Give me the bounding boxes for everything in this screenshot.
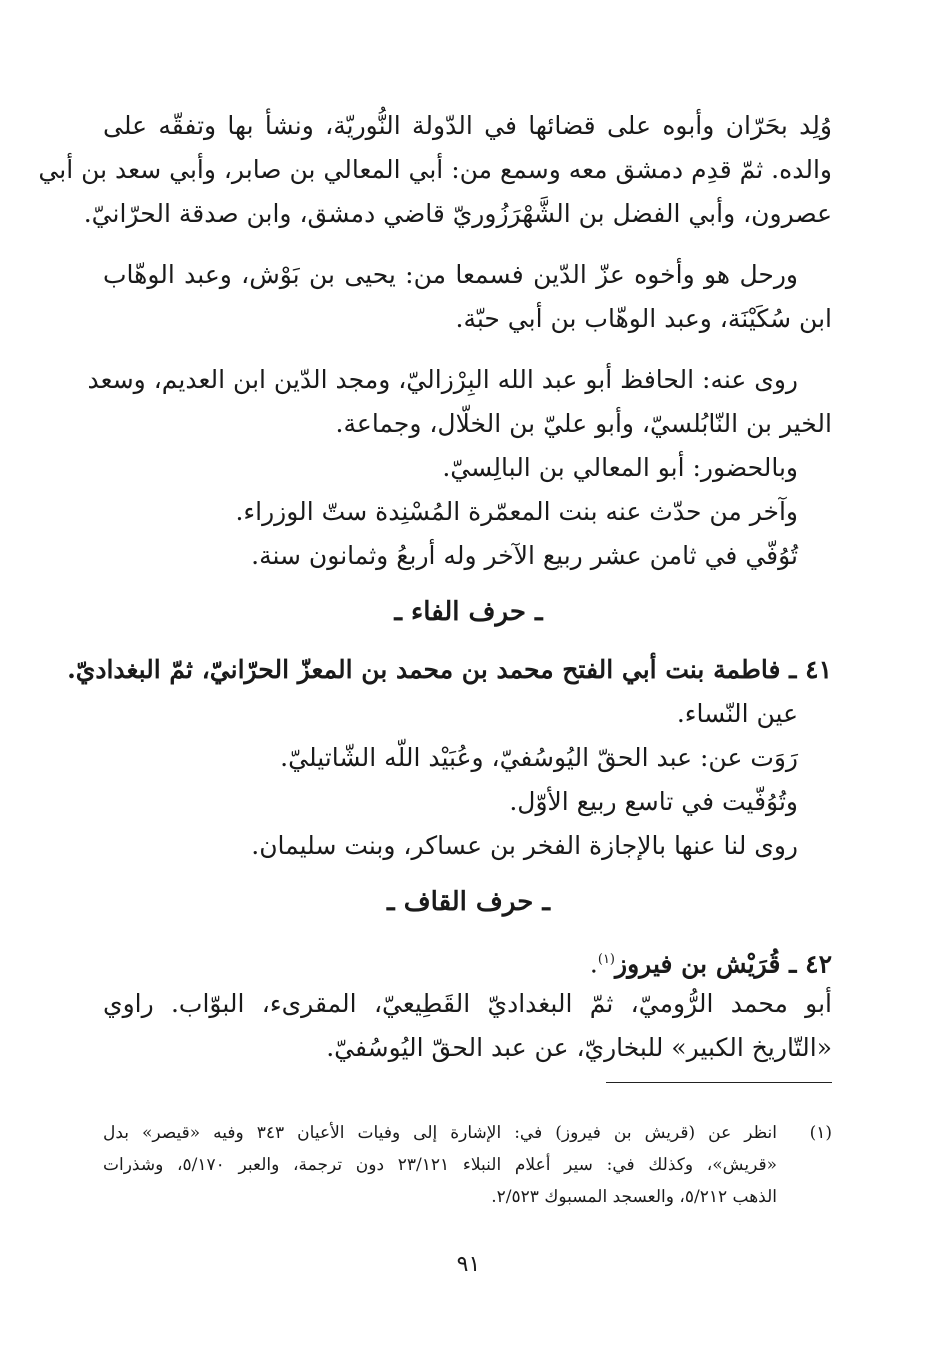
page-number: ٩١ xyxy=(456,1252,481,1277)
paragraph-3-line-3: وبالحضور: أبو المعالي بن البالِسيّ. xyxy=(442,453,798,482)
footnote-line-1-row xyxy=(103,1118,832,1148)
footnote-line-2: «قريش»، وكذلك في: سير أعلام النبلاء ٢٣/١٢١ دون ترجمة، والعبر ٥/١٧٠، وشذرات xyxy=(103,1155,777,1175)
footnote-separator xyxy=(606,1082,832,1083)
paragraph-3-line-4: وآخر من حدّث عنه بنت المعمّرة المُسْنِدة ستّ الوزراء. xyxy=(235,497,798,526)
entry-41-title: ٤١ ـ فاطمة بنت أبي الفتح محمد بن محمد بن المعزّ الحرّانيّ، ثمّ البغداديّ. xyxy=(67,655,832,684)
entry-41-line-3: وتُوُفّيت في تاسع ربيع الأوّل. xyxy=(509,787,798,816)
entry-41-line-4: روى لنا عنها بالإجازة الفخر بن عساكر، وبنت سليمان. xyxy=(251,831,798,860)
entry-42-line-1: أبو محمد الرُّوميّ، ثمّ البغداديّ القَطِيعيّ، المقرىء، البوّاب. راوي xyxy=(103,989,832,1018)
footnote-number: (١) xyxy=(809,1123,832,1143)
entry-42-title-end: . xyxy=(589,949,598,979)
entry-41-line-1: عين النّساء. xyxy=(676,699,798,728)
paragraph-1-line-2: والده. ثمّ قدِم دمشق معه وسمع من: أبي المعالي بن صابر، وأبي سعد بن أبي xyxy=(38,155,832,184)
paragraph-1-line-3: عصرون، وأبي الفضل بن الشَّهْرَزُوريّ قاضي دمشق، وابن صدقة الحرّانيّ. xyxy=(83,199,832,228)
entry-42-line-2: «التّاريخ الكبير» للبخاريّ، عن عبد الحقّ اليُوسُفيّ. xyxy=(326,1033,832,1062)
footnote-line-2-row xyxy=(103,1150,832,1180)
footnote-marker[interactable]: (١) xyxy=(597,952,615,967)
paragraph-3-line-5: تُوُفّي في ثامن عشر ربيع الآخر وله أربعُ وثمانون سنة. xyxy=(251,541,798,570)
section-heading-qaf: ـ حرف القاف ـ xyxy=(387,887,550,917)
footnote-line-3: الذهب ٥/٢١٢، والعسجد المسبوك ٢/٥٢٣. xyxy=(491,1187,777,1207)
section-heading-fa: ـ حرف الفاء ـ xyxy=(394,597,543,627)
paragraph-3-line-1: روى عنه: الحافظ أبو عبد الله البِرْزاليّ، ومجد الدّين ابن العديم، وسعد xyxy=(87,365,798,394)
paragraph-1-line-1: وُلِد بحَرّان وأبوه على قضائها في الدّولة النُّوريّة، ونشأ بها وتفقّه على xyxy=(103,111,832,140)
paragraph-2-line-2: ابن سُكَيْنَة، وعبد الوهّاب بن أبي حبّة. xyxy=(455,304,832,333)
footnote-line-1: انظر عن (قريش بن فيروز) في: الإشارة إلى وفيات الأعيان ٣٤٣ وفيه «قيصر» بدل xyxy=(103,1123,777,1143)
footnote-line-3-row xyxy=(103,1182,832,1212)
paragraph-2-line-1: ورحل هو وأخوه عزّ الدّين فسمعا من: يحيى بن بَوْش، وعبد الوهّاب xyxy=(103,260,798,289)
paragraph-3-line-2: الخير بن النّابُلسيّ، وأبو عليّ بن الخلّال، وجماعة. xyxy=(335,409,832,438)
entry-41-line-2: رَوَت عن: عبد الحقّ اليُوسُفيّ، وعُبَيْد اللّه الشّاتيليّ. xyxy=(280,743,798,772)
entry-42-title: ٤٢ ـ قُرَيْش بن فيروز xyxy=(615,949,832,979)
entry-42-title-line xyxy=(103,938,832,986)
